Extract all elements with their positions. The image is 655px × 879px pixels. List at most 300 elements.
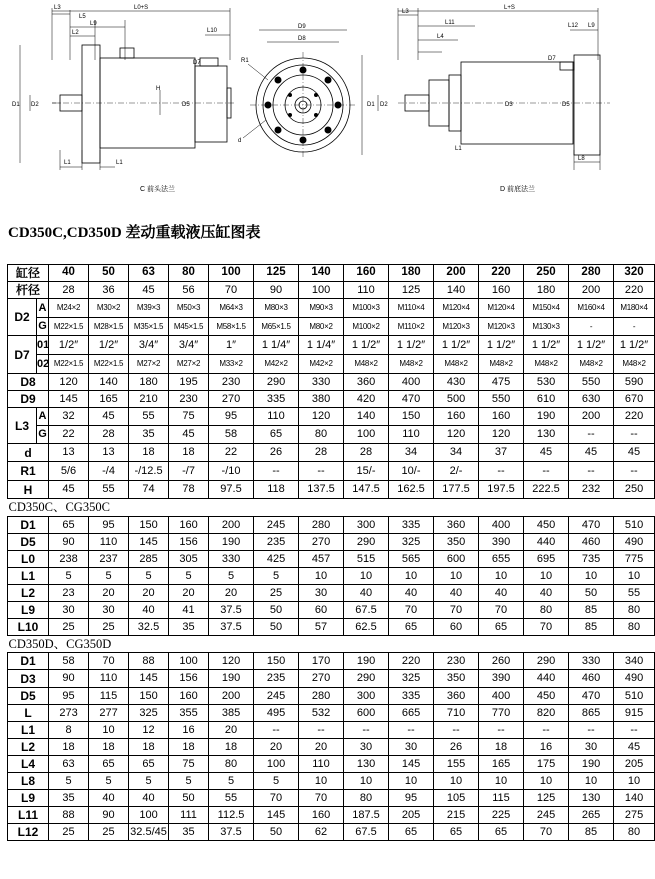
section-d-row — [8, 773, 655, 790]
table-cell: - — [614, 318, 655, 336]
table-cell: 10 — [479, 568, 524, 585]
table-cell: 590 — [614, 374, 655, 391]
table-cell: -- — [614, 426, 655, 444]
table-cell: M120×4 — [479, 299, 524, 318]
table-cell: 335 — [389, 517, 434, 534]
table-cell: 125 — [524, 790, 569, 807]
table-cell: 390 — [479, 670, 524, 688]
table-cell: 20 — [254, 739, 299, 756]
table-cell: M110×2 — [389, 318, 434, 336]
table-cell: M110×4 — [389, 299, 434, 318]
table-cell: 115 — [479, 790, 524, 807]
table-cell: 532 — [299, 705, 344, 722]
drawing-d-dim-l11: L11 — [445, 20, 455, 26]
table-cell: 565 — [389, 551, 434, 568]
table-cell: M33×2 — [209, 355, 254, 374]
param-label: D5 — [8, 688, 49, 705]
table-cell: 175 — [524, 756, 569, 773]
table-cell: 5/6 — [49, 462, 89, 481]
table-cell: 665 — [389, 705, 434, 722]
table-cell: 250 — [614, 481, 655, 499]
table-cell: 156 — [169, 534, 209, 551]
table-cell: 45 — [614, 739, 655, 756]
table-cell: 18 — [129, 444, 169, 462]
param-label: L9 — [8, 602, 49, 619]
table-cell: 97.5 — [209, 481, 254, 499]
table-cell: 125 — [389, 282, 434, 299]
table-cell: 35 — [129, 426, 169, 444]
table-cell: 205 — [389, 807, 434, 824]
section-d-row — [8, 722, 655, 739]
table-cell: 60 — [299, 602, 344, 619]
table-cell: 15/- — [344, 462, 389, 481]
table-cell: 237 — [89, 551, 129, 568]
drawing-c — [12, 5, 235, 193]
table-cell: 70 — [479, 602, 524, 619]
table-cell: 5 — [129, 773, 169, 790]
table-cell: 67.5 — [344, 824, 389, 841]
drawing-d-dim-l8: L8 — [578, 156, 585, 162]
table-cell: 22 — [49, 426, 89, 444]
table-cell: 235 — [254, 534, 299, 551]
table-cell: 165 — [89, 391, 129, 408]
table-cell: 330 — [569, 653, 614, 670]
table-cell: 35 — [49, 790, 89, 807]
table-cell: 100 — [254, 756, 299, 773]
table-cell: 78 — [169, 481, 209, 499]
d7-02-row — [8, 355, 655, 374]
table-cell: 10 — [524, 773, 569, 790]
table-cell: 65 — [254, 426, 299, 444]
table-cell: 10 — [89, 722, 129, 739]
table-cell: 140 — [434, 282, 479, 299]
table-cell: 95 — [389, 790, 434, 807]
table-cell: 70 — [254, 790, 299, 807]
table-cell: 45 — [524, 444, 569, 462]
table-cell: 550 — [569, 374, 614, 391]
table-cell: 18 — [209, 739, 254, 756]
table-cell: 225 — [479, 807, 524, 824]
table-cell: 335 — [254, 391, 299, 408]
table-cell: 50 — [569, 585, 614, 602]
drawing-c-dim-d2: D2 — [31, 102, 39, 108]
table-cell: 735 — [569, 551, 614, 568]
section-d-title-row — [8, 636, 655, 653]
param-label: L8 — [8, 773, 49, 790]
bore-value: 140 — [299, 265, 344, 282]
param-label: L11 — [8, 807, 49, 824]
table-cell: 40 — [389, 585, 434, 602]
bore-value: 200 — [434, 265, 479, 282]
drawing-front-view — [238, 24, 356, 158]
table-cell: 25 — [254, 585, 299, 602]
table-cell: 20 — [209, 585, 254, 602]
section-d-row — [8, 688, 655, 705]
table-cell: 34 — [389, 444, 434, 462]
table-cell: 1/2″ — [49, 336, 89, 355]
table-cell: 30 — [49, 602, 89, 619]
table-cell: 20 — [169, 585, 209, 602]
table-cell: 5 — [129, 568, 169, 585]
table-cell: 120 — [209, 653, 254, 670]
table-cell: 16 — [169, 722, 209, 739]
table-cell: 110 — [254, 408, 299, 426]
table-cell: 100 — [299, 282, 344, 299]
bore-value: 63 — [129, 265, 169, 282]
table-cell: 5 — [89, 773, 129, 790]
table-cell: 330 — [209, 551, 254, 568]
bore-value: 160 — [344, 265, 389, 282]
table-cell: 62.5 — [344, 619, 389, 636]
table-cell: 130 — [344, 756, 389, 773]
table-cell: 325 — [389, 670, 434, 688]
section-d-title: CD350D、CG350D — [8, 636, 655, 653]
table-cell: 220 — [389, 653, 434, 670]
table-cell: 400 — [479, 517, 524, 534]
table-cell: 112.5 — [209, 807, 254, 824]
table-cell: -- — [569, 462, 614, 481]
drawing-c-caption: C 前头法兰 — [140, 186, 175, 193]
table-cell: 70 — [389, 602, 434, 619]
table-cell: 420 — [344, 391, 389, 408]
r1-row — [8, 462, 655, 481]
table-cell: 510 — [614, 688, 655, 705]
table-cell: 160 — [434, 408, 479, 426]
table-cell: 150 — [389, 408, 434, 426]
table-cell: 156 — [169, 670, 209, 688]
table-cell: 145 — [254, 807, 299, 824]
table-cell: 360 — [434, 688, 479, 705]
table-cell: 1 1/2″ — [614, 336, 655, 355]
drawing-c-dim-l2: L2 — [72, 30, 79, 36]
table-cell: 65 — [389, 619, 434, 636]
table-cell: 238 — [49, 551, 89, 568]
table-cell: 90 — [49, 670, 89, 688]
bore-value: 280 — [569, 265, 614, 282]
table-cell: 10/- — [389, 462, 434, 481]
table-cell: 5 — [209, 568, 254, 585]
table-cell: 1 1/2″ — [479, 336, 524, 355]
table-cell: 120 — [479, 426, 524, 444]
table-cell: -- — [479, 462, 524, 481]
table-cell: M22×1.5 — [49, 355, 89, 374]
table-cell: 70 — [299, 790, 344, 807]
table-cell: 205 — [614, 756, 655, 773]
table-cell: M120×3 — [434, 318, 479, 336]
table-cell: 160 — [479, 408, 524, 426]
front-dim-d: d — [238, 138, 242, 144]
table-cell: 710 — [434, 705, 479, 722]
table-cell: 160 — [169, 688, 209, 705]
rod-row — [8, 282, 655, 299]
table-cell: 20 — [129, 585, 169, 602]
table-cell: 111 — [169, 807, 209, 824]
table-cell: 440 — [524, 534, 569, 551]
table-cell: M42×2 — [254, 355, 299, 374]
table-cell: 120 — [299, 408, 344, 426]
section-d-row — [8, 670, 655, 688]
table-cell: 610 — [524, 391, 569, 408]
table-cell: 40 — [89, 790, 129, 807]
table-cell: 325 — [129, 705, 169, 722]
table-cell: M80×2 — [299, 318, 344, 336]
table-cell: M80×3 — [254, 299, 299, 318]
table-cell: 65 — [389, 824, 434, 841]
table-cell: 18 — [479, 739, 524, 756]
drawing-d-dim-l12: L12 — [568, 23, 579, 29]
table-cell: M30×2 — [89, 299, 129, 318]
section-c-title-row — [8, 499, 655, 517]
table-cell: 58 — [49, 653, 89, 670]
table-cell: M65×1.5 — [254, 318, 299, 336]
section-c-row — [8, 568, 655, 585]
section-d-row — [8, 824, 655, 841]
table-cell: 350 — [434, 534, 479, 551]
table-cell: M58×1.5 — [209, 318, 254, 336]
table-cell: M48×2 — [569, 355, 614, 374]
table-cell: 350 — [434, 670, 479, 688]
d-label: d — [8, 444, 49, 462]
table-cell: 80 — [524, 602, 569, 619]
table-cell: 75 — [169, 756, 209, 773]
table-cell: 530 — [524, 374, 569, 391]
section-d-row — [8, 739, 655, 756]
table-cell: 330 — [299, 374, 344, 391]
d7-02-label: 02 — [37, 355, 49, 374]
table-cell: 50 — [254, 619, 299, 636]
table-cell: 230 — [434, 653, 479, 670]
table-cell: 470 — [569, 517, 614, 534]
table-cell: -- — [569, 426, 614, 444]
table-cell: 65 — [49, 517, 89, 534]
table-cell: 10 — [344, 568, 389, 585]
table-cell: 305 — [169, 551, 209, 568]
front-dim-d9: D9 — [298, 24, 306, 30]
h-label: H — [8, 481, 49, 499]
table-cell: 32.5/45 — [129, 824, 169, 841]
table-cell: 10 — [344, 773, 389, 790]
table-cell: 37.5 — [209, 824, 254, 841]
table-cell: 5 — [49, 568, 89, 585]
table-cell: 18 — [49, 739, 89, 756]
d7-label: D7 — [8, 336, 37, 374]
table-cell: 222.5 — [524, 481, 569, 499]
param-label: D5 — [8, 534, 49, 551]
d2-a-row — [8, 299, 655, 318]
table-cell: 36 — [89, 282, 129, 299]
table-cell: 80 — [614, 619, 655, 636]
table-cell: 40 — [479, 585, 524, 602]
section-c-row — [8, 517, 655, 534]
drawing-d-dim-d5: D5 — [562, 102, 570, 108]
table-cell: -- — [299, 462, 344, 481]
table-cell: 220 — [614, 408, 655, 426]
bore-value: 50 — [89, 265, 129, 282]
table-cell: 140 — [344, 408, 389, 426]
table-cell: 550 — [479, 391, 524, 408]
table-cell: 385 — [209, 705, 254, 722]
table-cell: 50 — [254, 602, 299, 619]
table-cell: 30 — [569, 739, 614, 756]
l3-label: L3 — [8, 408, 37, 444]
bore-value: 40 — [49, 265, 89, 282]
table-cell: M22×1.5 — [49, 318, 89, 336]
param-label: D1 — [8, 517, 49, 534]
table-cell: 110 — [299, 756, 344, 773]
table-cell: 490 — [614, 670, 655, 688]
table-cell: M64×3 — [209, 299, 254, 318]
param-label: D3 — [8, 670, 49, 688]
table-cell: 30 — [344, 739, 389, 756]
table-cell: 230 — [169, 391, 209, 408]
table-cell: 440 — [524, 670, 569, 688]
table-cell: M48×2 — [434, 355, 479, 374]
table-cell: 10 — [389, 773, 434, 790]
param-label: L9 — [8, 790, 49, 807]
table-cell: 160 — [169, 517, 209, 534]
table-cell: 28 — [344, 444, 389, 462]
table-cell: 430 — [434, 374, 479, 391]
table-cell: 695 — [524, 551, 569, 568]
table-cell: 290 — [524, 653, 569, 670]
d2-a-label: A — [37, 299, 49, 318]
param-label: L12 — [8, 824, 49, 841]
table-cell: 245 — [254, 688, 299, 705]
table-cell: 190 — [569, 756, 614, 773]
table-cell: 35 — [169, 824, 209, 841]
table-cell: 90 — [89, 807, 129, 824]
table-cell: 25 — [89, 619, 129, 636]
param-label: L2 — [8, 739, 49, 756]
table-cell: M100×3 — [344, 299, 389, 318]
table-cell: 50 — [254, 824, 299, 841]
table-cell: 137.5 — [299, 481, 344, 499]
bore-value: 320 — [614, 265, 655, 282]
section-d-row — [8, 807, 655, 824]
table-cell: 13 — [89, 444, 129, 462]
drawing-d-dim-l9: L9 — [588, 23, 595, 29]
table-cell: 177.5 — [434, 481, 479, 499]
table-cell: 3/4″ — [129, 336, 169, 355]
table-cell: 20 — [89, 585, 129, 602]
table-cell: 65 — [479, 824, 524, 841]
table-cell: 140 — [614, 790, 655, 807]
table-cell: 145 — [129, 670, 169, 688]
table-cell: 145 — [389, 756, 434, 773]
table-cell: 65 — [479, 619, 524, 636]
table-cell: 355 — [169, 705, 209, 722]
param-label: L0 — [8, 551, 49, 568]
table-cell: 115 — [89, 688, 129, 705]
table-cell: 120 — [434, 426, 479, 444]
param-label: L10 — [8, 619, 49, 636]
table-cell: M24×2 — [49, 299, 89, 318]
param-label: L4 — [8, 756, 49, 773]
table-cell: 145 — [49, 391, 89, 408]
table-cell: 74 — [129, 481, 169, 499]
table-cell: 13 — [49, 444, 89, 462]
section-d-row — [8, 653, 655, 670]
table-cell: 273 — [49, 705, 89, 722]
table-cell: 28 — [89, 426, 129, 444]
table-cell: 670 — [614, 391, 655, 408]
table-cell: -- — [254, 722, 299, 739]
table-cell: 5 — [49, 773, 89, 790]
table-cell: 270 — [299, 670, 344, 688]
table-cell: 1 1/2″ — [389, 336, 434, 355]
table-cell: 30 — [89, 602, 129, 619]
drawing-c-dim-d1: D1 — [12, 102, 20, 108]
table-cell: 45 — [129, 282, 169, 299]
table-cell: 40 — [129, 602, 169, 619]
table-cell: 45 — [49, 481, 89, 499]
table-cell: 245 — [254, 517, 299, 534]
drawing-d-dim-d7: D7 — [548, 56, 556, 62]
table-cell: 1 1/2″ — [434, 336, 479, 355]
table-cell: 165 — [479, 756, 524, 773]
l3-a-row — [8, 408, 655, 426]
table-cell: 10 — [569, 773, 614, 790]
table-cell: 70 — [524, 619, 569, 636]
technical-drawings — [0, 0, 641, 210]
table-cell: 335 — [389, 688, 434, 705]
table-cell: 232 — [569, 481, 614, 499]
table-cell: 190 — [209, 670, 254, 688]
table-cell: 32 — [49, 408, 89, 426]
drawing-d-caption: D 前底法兰 — [500, 186, 535, 193]
table-cell: 1″ — [209, 336, 254, 355]
drawing-c-dim-l9: L9 — [90, 21, 97, 27]
table-cell: M180×4 — [614, 299, 655, 318]
table-cell: 775 — [614, 551, 655, 568]
drawing-c-dim-l0s: L0+S — [134, 5, 149, 11]
drawing-d-dim-d1: D1 — [367, 102, 375, 108]
table-cell: 30 — [299, 585, 344, 602]
table-cell: - — [569, 318, 614, 336]
table-cell: 110 — [344, 282, 389, 299]
table-cell: 18 — [89, 739, 129, 756]
table-cell: 25 — [89, 824, 129, 841]
table-cell: 2/- — [434, 462, 479, 481]
table-cell: 770 — [479, 705, 524, 722]
table-cell: 5 — [254, 773, 299, 790]
table-cell: 300 — [344, 688, 389, 705]
table-cell: 147.5 — [344, 481, 389, 499]
table-cell: 75 — [169, 408, 209, 426]
table-cell: 230 — [209, 374, 254, 391]
table-cell: 915 — [614, 705, 655, 722]
table-cell: 290 — [344, 670, 389, 688]
d7-01-label: 01 — [37, 336, 49, 355]
d8-row — [8, 374, 655, 391]
drawing-c-dim-h: H — [156, 86, 161, 92]
table-cell: 80 — [344, 790, 389, 807]
table-cell: 120 — [49, 374, 89, 391]
l3-a-label: A — [37, 408, 49, 426]
table-cell: M90×3 — [299, 299, 344, 318]
param-label: L1 — [8, 722, 49, 739]
table-cell: 67.5 — [344, 602, 389, 619]
table-cell: 460 — [569, 534, 614, 551]
table-cell: 110 — [89, 670, 129, 688]
section-c-row — [8, 551, 655, 568]
front-dim-r1: R1 — [241, 58, 249, 64]
drawing-d-dim-l1: L1 — [455, 146, 462, 152]
table-cell: 5 — [209, 773, 254, 790]
table-cell: -- — [614, 462, 655, 481]
param-label: D1 — [8, 653, 49, 670]
table-cell: 20 — [209, 722, 254, 739]
